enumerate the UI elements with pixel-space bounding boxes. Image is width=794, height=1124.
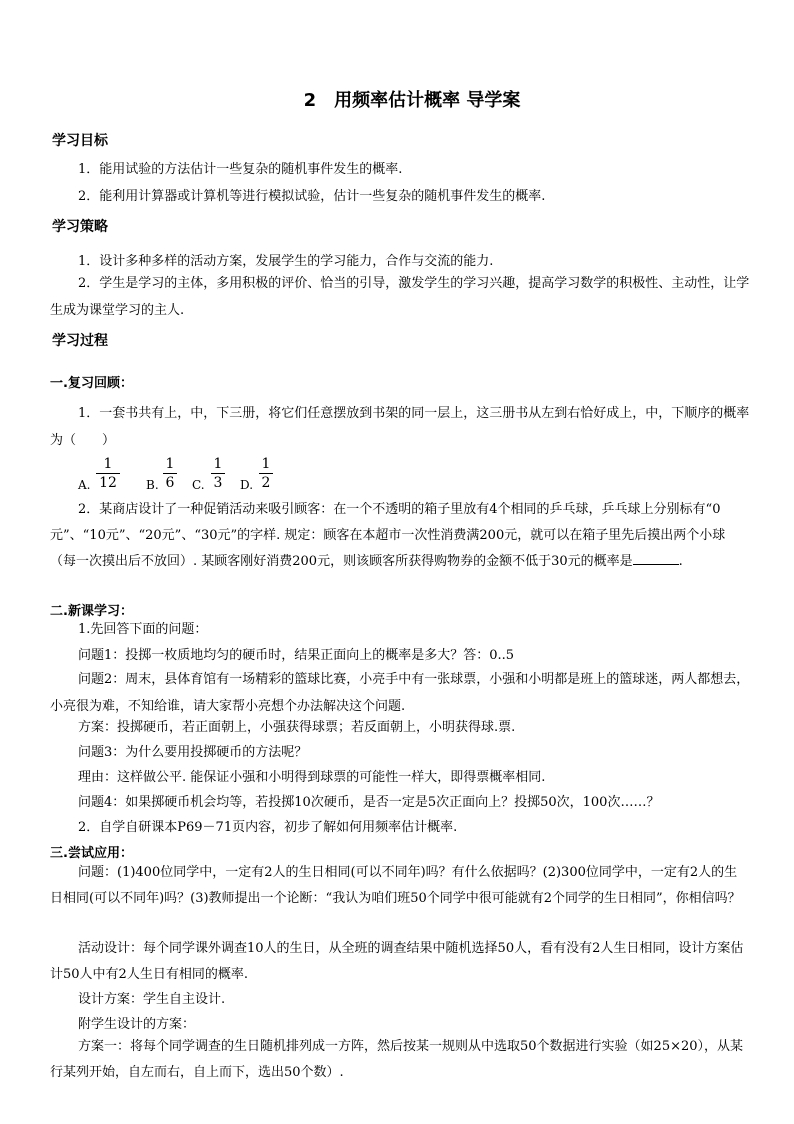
newlesson-line-6: 理由：这样做公平. 能保证小强和小明得到球票的可能性一样大，即得票概率相同.	[78, 770, 546, 785]
option-a-fraction	[96, 456, 120, 491]
goals-heading: 学习目标	[52, 133, 108, 149]
fraction-bar	[211, 473, 225, 474]
option-c-denominator: 3	[213, 475, 223, 491]
strategy-item-1: 1．设计多种多样的活动方案，发展学生的学习能力，合作与交流的能力.	[78, 254, 494, 269]
option-c-label: C.	[192, 478, 205, 492]
option-b-numerator: 1	[165, 456, 175, 472]
newlesson-line-7: 问题4：如果掷硬币机会均等，若投掷10次硬币，是否一定是5次正面向上？投掷50次，100次……？	[78, 795, 660, 810]
option-d-numerator: 1	[261, 456, 271, 472]
page-title: 2 用频率估计概率 导学案	[303, 90, 521, 111]
newlesson-line-2: 问题1：投掷一枚质地均匀的硬币时，结果正面向上的概率是多大？答：0..5	[78, 648, 515, 663]
option-d-label: D.	[240, 478, 254, 492]
review-question-2-end: .	[678, 554, 683, 569]
process-heading: 学习过程	[52, 333, 108, 349]
option-d-denominator: 2	[261, 475, 271, 491]
option-b-denominator: 6	[165, 475, 175, 491]
review-question-2	[50, 497, 750, 575]
trial-line-2: 活动设计：每个同学课外调查10人的生日，从全班的调查结果中随机选择50人，看有没有2人生日相同，设计方案估计50人中有2人生日有相同的概率.	[50, 941, 744, 982]
trial-heading: 三.尝试应用：	[50, 846, 133, 861]
newlesson-line-8: 2．自学自研课本P69－71页内容，初步了解如何用频率估计概率.	[78, 820, 458, 835]
trial-line-3: 设计方案：学生自主设计.	[78, 992, 226, 1007]
option-b-fraction	[163, 456, 177, 491]
option-a-numerator: 1	[103, 456, 113, 472]
newlesson-line-1: 1.先回答下面的问题：	[78, 622, 208, 637]
trial-line-5: 方案一：将每个同学调查的生日随机排列成一方阵，然后按某一规则从中选取50个数据进行实验（如25×20），从某行某列开始，自左而右，自上而下，选出50个数）.	[50, 1039, 744, 1080]
fraction-bar	[163, 473, 177, 474]
goal-item-2: 2．能利用计算器或计算机等进行模拟试验，估计一些复杂的随机事件发生的概率.	[78, 189, 546, 204]
option-d-fraction	[259, 456, 273, 491]
newlesson-line-4: 方案：投掷硬币，若正面朝上，小强获得球票；若反面朝上，小明获得球.票.	[78, 720, 516, 735]
review-question-2-text: 2．某商店设计了一种促销活动来吸引顾客：在一个不透明的箱子里放有4个相同的乒乓球，乒乓球上分别标有“0元”、“10元”、“20元”、“30元”的字样. 规定：顾客在本超市一次性消费满200元，就可以在箱子里先后摸出两个小球（每一次摸出后不放回）. 某顾客刚好消费200元，则该顾客所获得购物券的金额不低于30元的概率是	[50, 502, 726, 569]
fraction-bar	[96, 473, 120, 474]
strategy-item-2: 2．学生是学习的主体，多用积极的评价、恰当的引导，激发学生的学习兴趣，提高学习数学的积极性、主动性，让学生成为课堂学习的主人.	[50, 276, 750, 318]
option-c-numerator: 1	[213, 456, 223, 472]
option-a-label: A.	[78, 478, 91, 492]
newlesson-line-3: 问题2：周末，县体育馆有一场精彩的篮球比赛，小亮手中有一张球票，小强和小明都是班上的篮球迷，两人都想去，小亮很为难，不知给谁，请大家帮小亮想个办法解决这个问题.	[50, 672, 750, 714]
trial-line-4: 附学生设计的方案：	[78, 1017, 196, 1032]
newlesson-heading: 二.新课学习：	[50, 604, 133, 619]
trial-line-1: 问题：(1)400位同学中，一定有2人的生日相同(可以不同年)吗？有什么依据吗？(2)300位同学中，一定有2人的生日相同(可以不同年)吗？(3)教师提出一个论断：“我认为咱们班50个同学中很可能就有2个同学的生日相同”，你相信吗？	[50, 865, 741, 906]
option-a-denominator: 12	[99, 475, 117, 491]
option-b-label: B.	[146, 478, 159, 492]
fraction-bar	[259, 473, 273, 474]
review-question-1: 1．一套书共有上，中，下三册，将它们任意摆放到书架的同一层上，这三册书从左到右恰好成上，中，下顺序的概率为（ ）	[50, 406, 750, 448]
goal-item-1: 1．能用试验的方法估计一些复杂的随机事件发生的概率.	[78, 162, 403, 177]
strategy-heading: 学习策略	[52, 219, 108, 235]
newlesson-line-5: 问题3：为什么要用投掷硬币的方法呢？	[78, 745, 308, 760]
review-heading: 一.复习回顾：	[50, 376, 133, 391]
option-c-fraction	[211, 456, 225, 491]
answer-blank[interactable]	[633, 552, 679, 565]
